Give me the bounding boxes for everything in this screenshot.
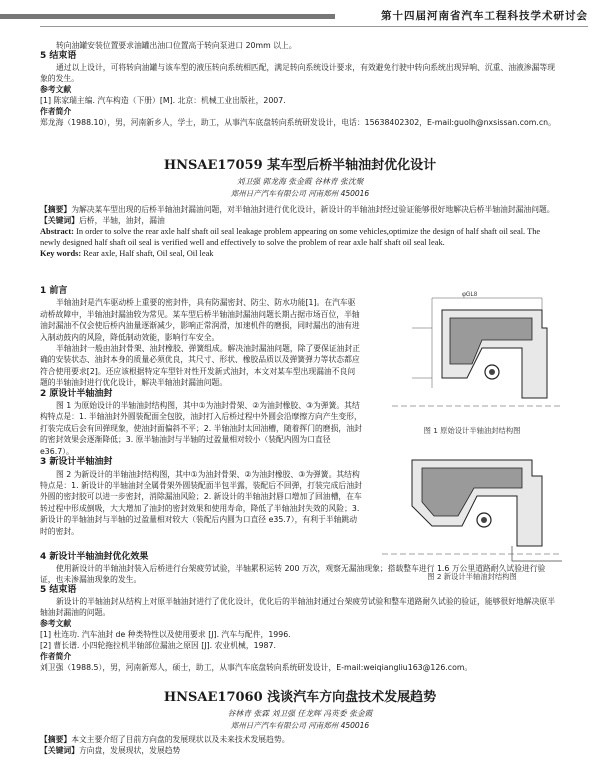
article2-abstract-label: 【摘要】 [40, 735, 72, 744]
abstract-text: 为解决某车型出现的后桥半轴油封漏油问题，对半轴油封进行优化设计，新设计的半轴油封经过验证能够很好地解决后桥半轴油封漏油问题。 [71, 205, 555, 214]
section4-heading: 4 新设计半轴油封优化效果 [40, 552, 149, 562]
article1-author-heading: 作者简介 [40, 652, 72, 661]
article2-affiliation: 郑州日产汽车有限公司 河南郑州 450016 [230, 721, 370, 730]
section1-para2: 半轴油封一般由油封骨架、油封橡胶、弹簧组成。解决油封漏油问题，除了要保证油封正确的安装状态、油封本身的质量必须优良，其尺寸、形状、橡胶品质以及弹簧弹力等状态都应符合使用要求[2]。还应该根据特定车型针对性开发新式油封，本文对某车型出现漏油不良问题的半轴油封进行优化设计，解决半轴油封漏油问题。 [40, 344, 361, 388]
article1-tail [40, 552, 560, 673]
figure-1-drawing [372, 288, 572, 422]
abstract-label: 【摘要】 [40, 205, 72, 214]
page-header [0, 6, 600, 28]
prev-author-heading: 作者简介 [40, 107, 72, 116]
conference-title: 第十四届河南省汽车工程科技学术研讨会 [381, 10, 588, 22]
article1-authors: 刘卫强 郭龙海 张金霞 谷林青 张沈聚 [236, 177, 364, 186]
figure-2-caption: 图 2 新设计半轴油封结构图 [427, 572, 517, 581]
article2-abstract-block [40, 734, 560, 756]
section4-para: 使用新设计的半轴油封装入后桥进行台架疲劳试验，半轴累积运转 200 万次，观察无漏油现象；搭载整车进行 1.6 万公里道路耐久试验进行验证，也未渗漏油现象的发生。 [40, 564, 546, 584]
article2-title: HNSAE17060 浅谈汽车方向盘技术发展趋势 [163, 690, 437, 705]
header-rule [40, 26, 588, 27]
article2-keywords-label: 【关键词】 [40, 746, 79, 755]
article1-abstract-block [40, 204, 560, 259]
prev-reference: [1] 陈家瑞主编. 汽车构造（下册）[M]. 北京：机械工业出版社，2007. [40, 96, 286, 105]
keywords-label: 【关键词】 [40, 216, 79, 225]
figure-1-caption: 图 1 原始设计半轴油封结构图 [423, 426, 521, 435]
article1-body-col [40, 286, 362, 537]
prev-conclusion-text: 通过以上设计，可将转向油罐与该车型的液压转向系统相匹配，满足转向系统设计要求，有效避免行驶中转向系统出现异响、沉重、油液渗漏等现象的发生。 [40, 63, 555, 83]
prev-conclusion-heading: 5 结束语 [40, 51, 77, 61]
article2-keywords-text: 方向盘，发展现状，发展趋势 [78, 746, 181, 755]
article2-abstract-text: 本文主要介绍了目前方向盘的发展现状以及未来技术发展趋势。 [71, 735, 290, 744]
section1-heading: 1 前言 [40, 286, 68, 296]
article1-refs-heading: 参考文献 [40, 619, 72, 628]
prev-refs-heading: 参考文献 [40, 85, 72, 94]
article1-author-info: 刘卫强（1988.5），男，河南新郑人，硕士，助工，从事汽车底盘转向系统研发设计，E-mail:weiqiangliu163@126.com。 [40, 663, 473, 672]
figure-2-drawing [372, 446, 572, 568]
prev-body-line: 转向油罐安装位置要求油罐出油口位置高于转向泵进口 20mm 以上。 [56, 41, 297, 50]
prev-author-info: 郑龙海（1988.10），男，河南新乡人，学士，助工，从事汽车底盘转向系统研发设计，电话：15638402302，E-mail:guolh@nxsissan.com.cn。 [40, 118, 556, 127]
keywords-text: 后桥，半轴，油封，漏油 [78, 216, 165, 225]
header-bar [0, 14, 335, 19]
prev-article-tail [40, 40, 560, 128]
section2-heading: 2 原设计半轴油封 [40, 388, 113, 399]
en-keywords-label: Key words: [40, 249, 82, 258]
section3-heading: 3 新设计半轴油封 [40, 457, 113, 468]
article1-affiliation: 郑州日产汽车有限公司 河南郑州 450016 [230, 189, 370, 198]
en-abstract-text: In order to solve the rear axle half shaft oil seal leakage problem appearing on some vehicles,optimize the design of half shaft oil seal. The newly designed half shaft oil seal is verified well and effectively to solve the problem of rear axle half shaft oil seal leak. [40, 227, 541, 247]
fig1-dimension-label: φGL8 [462, 292, 478, 298]
section5-para: 新设计的半轴油封从结构上对原半轴油封进行了优化设计，优化后的半轴油封通过台架疲劳试验和整车道路耐久试验的验证，能够很好地解决原半轴油封漏油的问题。 [40, 597, 555, 617]
article1-reference-1: [1] 杜连功. 汽车油封 de 种类特性以及使用要求 [J]. 汽车与配件，1996. [40, 630, 291, 639]
figure-1 [372, 288, 572, 438]
section5-heading: 5 结束语 [40, 585, 77, 595]
en-abstract-label: Abstract: [40, 227, 74, 236]
article1-reference-2: [2] 曹长谱. 小四轮拖拉机半轴部位漏油之原因 [J]. 农业机械，1987. [40, 641, 276, 650]
section2-para: 图 1 为原始设计的半轴油封结构图，其中①为油封骨架、②为油封橡胶、③为弹簧。其结构特点是：1. 半轴油封外圆装配面全包胶，油封打入后桥过程中外圆会沿摩擦方向产生变形，打装完成后会有回弹现象，使油封面偏斜不平；2. 半轴油封太回油槽，随着挥门的磨损，油封的密封效果会逐渐降低；3. 原半轴油封与半轴的过盈量相对较小（装配内圆为口直径 e36.7）。 [40, 401, 362, 456]
section3-para: 图 2 为新设计的半轴油封结构图，其中①为油封骨架、②为油封橡胶、③为弹簧。其结构特点是：1. 新设计的半轴油封全属骨架外圆装配面半包半露，装配后不回弹，打装完成后油封外圆的密封胶可以进一步密封，消除漏油风险；2. 新设计的半轴油封唇口增加了回油槽，在车转过程中形成倒吸，大大增加了油封的密封效果和使用寿命，降低了半轴油封失效的风险；3. 新设计的半轴油封与半轴的过盈量相对较大（装配后内圆为口直径 e35.7），有利于半轴跳动时的密封。 [40, 469, 362, 536]
en-keywords-text: Rear axle, Half shaft, Oil seal, Oil leak [83, 249, 214, 258]
article2-authors: 谷林青 张霖 刘卫强 任龙辉 冯英委 张金霞 [227, 709, 373, 718]
article1-title: HNSAE17059 某车型后桥半轴油封优化设计 [163, 158, 437, 173]
section1-para1: 半轴油封是汽车驱动桥上重要的密封件，具有防漏密封、防尘、防水功能[1]。在汽车驱动桥故障中，半轴油封漏油较为常见。某车型后桥半轴油封漏油问题长期占据市场百位，半轴油封漏油不仅会使后桥内油量逐渐减少，影响正常润滑，加速机件的磨损，同时漏出的油有进入制动鼓内的风险，降低制动效能，影响行车安全。 [40, 298, 360, 342]
